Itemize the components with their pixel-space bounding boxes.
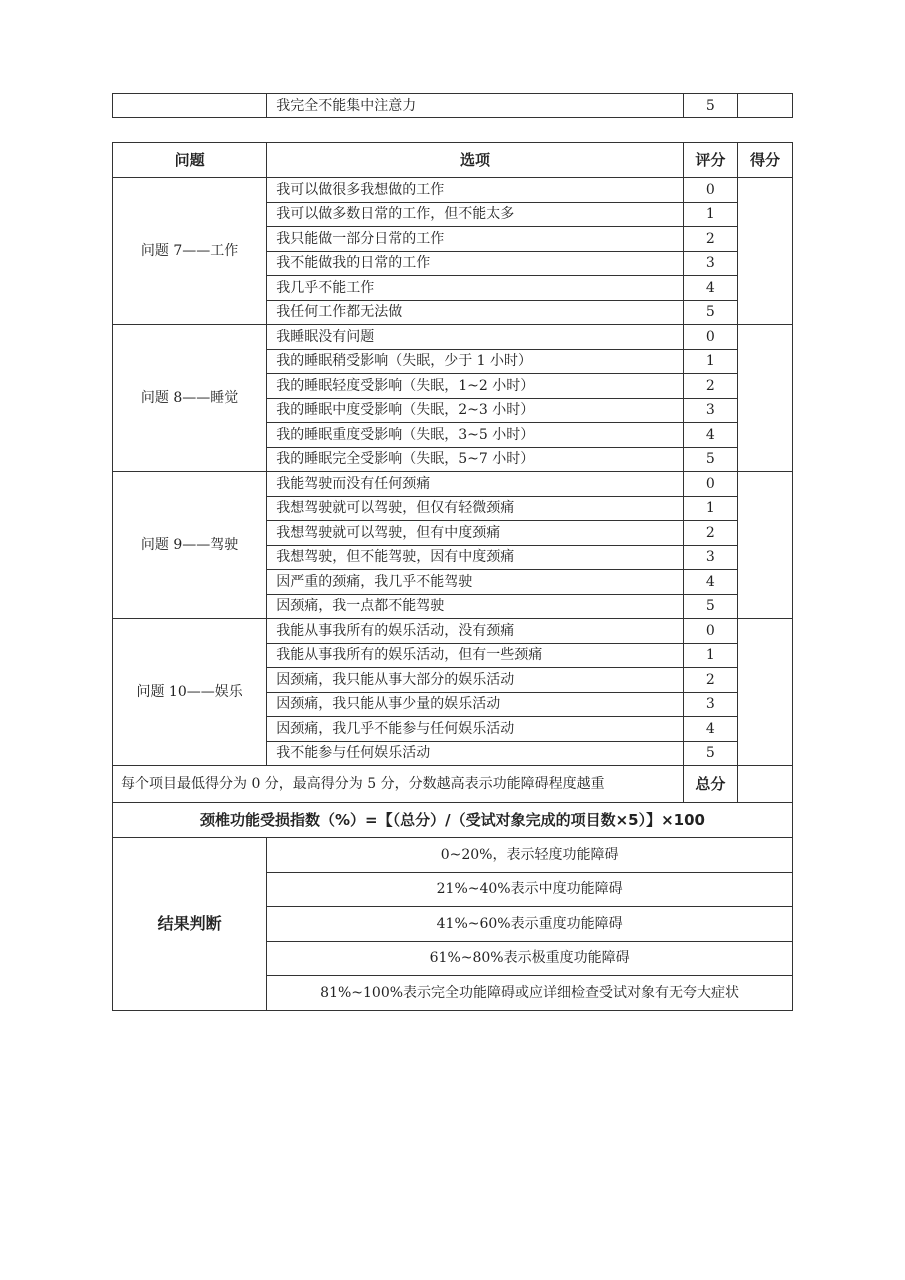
option-text: 我的睡眠稍受影响（失眠，少于 1 小时） — [267, 349, 684, 374]
header-score: 评分 — [683, 143, 737, 178]
option-score: 0 — [683, 472, 737, 497]
option-text: 我想驾驶，但不能驾驶，因有中度颈痛 — [267, 545, 684, 570]
points-cell — [737, 178, 792, 325]
header-points: 得分 — [737, 143, 792, 178]
header-row — [113, 143, 793, 178]
option-text: 我想驾驶就可以驾驶，但仅有轻微颈痛 — [267, 496, 684, 521]
question-label: 问题 9——驾驶 — [113, 472, 267, 619]
option-text: 我几乎不能工作 — [267, 276, 684, 301]
option-score: 5 — [683, 594, 737, 619]
option-score: 4 — [683, 717, 737, 742]
option-score: 5 — [683, 94, 737, 118]
option-score: 0 — [683, 178, 737, 203]
option-score: 5 — [683, 741, 737, 766]
previous-question-tail-table — [112, 93, 793, 118]
result-label: 结果判断 — [113, 838, 267, 1011]
result-row — [113, 838, 793, 873]
option-text: 因严重的颈痛，我几乎不能驾驶 — [267, 570, 684, 595]
option-score: 1 — [683, 643, 737, 668]
option-score: 0 — [683, 325, 737, 350]
option-text: 因颈痛，我只能从事少量的娱乐活动 — [267, 692, 684, 717]
total-label: 总分 — [683, 766, 737, 803]
neck-disability-index-table — [112, 142, 793, 1011]
header-question: 问题 — [113, 143, 267, 178]
option-text: 我不能参与任何娱乐活动 — [267, 741, 684, 766]
option-text: 我可以做多数日常的工作，但不能太多 — [267, 202, 684, 227]
option-text: 我能驾驶而没有任何颈痛 — [267, 472, 684, 497]
option-text: 我能从事我所有的娱乐活动，没有颈痛 — [267, 619, 684, 644]
option-text: 我可以做很多我想做的工作 — [267, 178, 684, 203]
option-score: 1 — [683, 202, 737, 227]
option-text: 我只能做一部分日常的工作 — [267, 227, 684, 252]
option-text: 我想驾驶就可以驾驶，但有中度颈痛 — [267, 521, 684, 546]
option-score: 0 — [683, 619, 737, 644]
question-cell-empty — [113, 94, 267, 118]
scoring-note: 每个项目最低得分为 0 分，最高得分为 5 分，分数越高表示功能障碍程度越重 — [113, 766, 684, 803]
table-row — [113, 94, 793, 118]
result-item: 81%~100%表示完全功能障碍或应详细检查受试对象有无夸大症状 — [267, 976, 793, 1011]
option-text: 我任何工作都无法做 — [267, 300, 684, 325]
question-label: 问题 8——睡觉 — [113, 325, 267, 472]
option-score: 3 — [683, 692, 737, 717]
points-cell — [737, 325, 792, 472]
points-cell — [737, 94, 792, 118]
option-score: 2 — [683, 521, 737, 546]
option-row — [113, 472, 793, 497]
option-row — [113, 619, 793, 644]
option-score: 4 — [683, 276, 737, 301]
total-points-cell — [737, 766, 792, 803]
header-option: 选项 — [267, 143, 684, 178]
result-item: 61%~80%表示极重度功能障碍 — [267, 941, 793, 976]
option-score: 3 — [683, 251, 737, 276]
option-score: 5 — [683, 300, 737, 325]
question-label: 问题 10——娱乐 — [113, 619, 267, 766]
option-text: 因颈痛，我只能从事大部分的娱乐活动 — [267, 668, 684, 693]
question-label: 问题 7——工作 — [113, 178, 267, 325]
option-text: 我能从事我所有的娱乐活动，但有一些颈痛 — [267, 643, 684, 668]
formula-row — [113, 803, 793, 838]
option-score: 2 — [683, 668, 737, 693]
points-cell — [737, 619, 792, 766]
points-cell — [737, 472, 792, 619]
result-item: 41%~60%表示重度功能障碍 — [267, 907, 793, 942]
option-score: 1 — [683, 349, 737, 374]
option-score: 4 — [683, 570, 737, 595]
option-text: 我的睡眠重度受影响（失眠，3~5 小时） — [267, 423, 684, 448]
option-text: 因颈痛，我几乎不能参与任何娱乐活动 — [267, 717, 684, 742]
option-row — [113, 178, 793, 203]
option-text: 因颈痛，我一点都不能驾驶 — [267, 594, 684, 619]
option-score: 2 — [683, 227, 737, 252]
question-groups — [113, 178, 793, 766]
option-text: 我的睡眠完全受影响（失眠，5~7 小时） — [267, 447, 684, 472]
note-row — [113, 766, 793, 803]
option-score: 4 — [683, 423, 737, 448]
option-text: 我的睡眠中度受影响（失眠，2~3 小时） — [267, 398, 684, 423]
result-item: 21%~40%表示中度功能障碍 — [267, 872, 793, 907]
option-score: 3 — [683, 545, 737, 570]
option-row — [113, 325, 793, 350]
index-formula: 颈椎功能受损指数（%）=【（总分）/（受试对象完成的项目数×5）】×100 — [113, 803, 793, 838]
option-text: 我睡眠没有问题 — [267, 325, 684, 350]
option-score: 2 — [683, 374, 737, 399]
option-text: 我完全不能集中注意力 — [267, 94, 684, 118]
option-text: 我不能做我的日常的工作 — [267, 251, 684, 276]
option-score: 5 — [683, 447, 737, 472]
result-item: 0~20%，表示轻度功能障碍 — [267, 838, 793, 873]
option-score: 3 — [683, 398, 737, 423]
option-text: 我的睡眠轻度受影响（失眠，1~2 小时） — [267, 374, 684, 399]
option-score: 1 — [683, 496, 737, 521]
